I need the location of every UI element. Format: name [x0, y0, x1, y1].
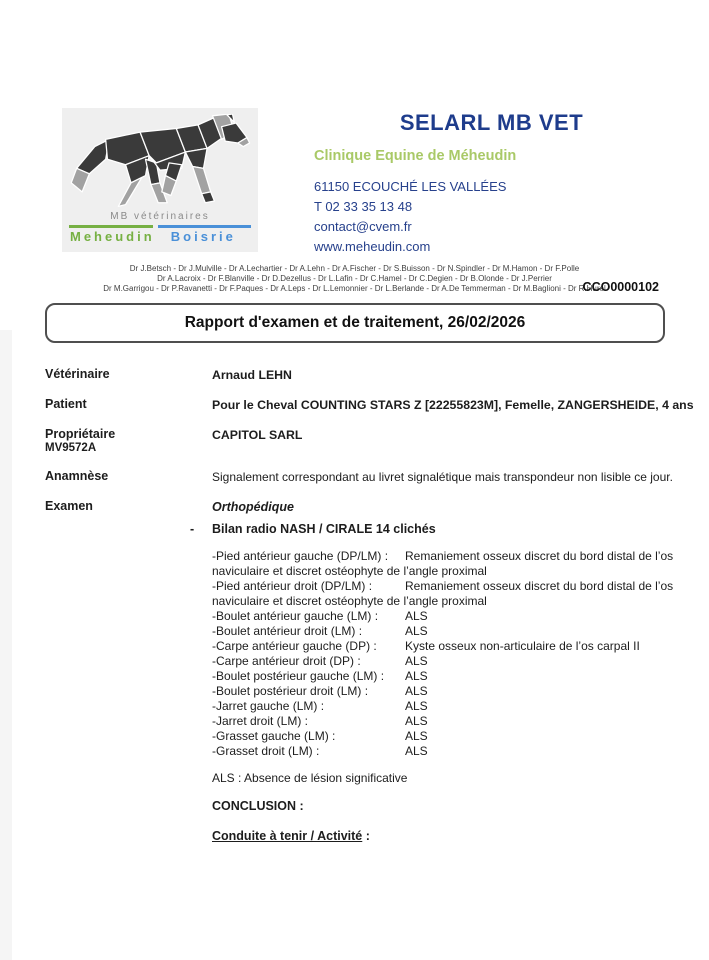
finding-row: [212, 549, 682, 579]
field-value: CAPITOL SARL: [212, 428, 303, 442]
clinic-email: contact@cvem.fr: [314, 219, 412, 234]
field-proprietaire: [45, 427, 681, 455]
blue-line: [158, 225, 251, 228]
scan-edge-artifact: [0, 330, 12, 960]
clinic-website: www.meheudin.com: [314, 239, 431, 254]
finding-result: ALS: [405, 714, 428, 728]
finding-row: [212, 699, 682, 714]
doctors-line-1: Dr J.Betsch - Dr J.Mulville - Dr A.Lechartier - Dr A.Lehn - Dr A.Fischer - Dr S.Buisson - Dr N.Spindler - Dr M.Hamon - Dr F.Polle: [129, 264, 580, 273]
finding-row: [212, 654, 682, 669]
logo-name-meheudin: Meheudin: [70, 229, 155, 244]
field-anamnese: [45, 469, 681, 485]
conduct-colon: :: [362, 829, 370, 843]
finding-row: [212, 669, 682, 684]
clinic-name: SELARL MB VET: [399, 110, 584, 135]
bullet-dash: -: [190, 522, 195, 536]
doctors-line-2: Dr A.Lacroix - Dr F.Blanville - Dr D.Dezellus - Dr L.Lafin - Dr C.Hamel - Dr C.Degien - Dr B.Olonde - Dr J.Perrier: [157, 274, 552, 283]
report-title: Rapport d'examen et de traitement, 26/02/2026: [45, 303, 665, 343]
conduct-heading: [212, 828, 682, 844]
field-examen: [45, 499, 681, 844]
finding-site: -Pied antérieur droit (DP/LM) :: [212, 579, 373, 593]
finding-site: -Carpe antérieur droit (DP) :: [212, 654, 361, 668]
finding-site: -Boulet postérieur droit (LM) :: [212, 684, 369, 698]
finding-result: ALS: [405, 729, 428, 743]
finding-row: [212, 609, 682, 624]
letterhead: [0, 0, 709, 257]
field-label: Anamnèse: [45, 469, 109, 483]
clinic-subtitle: Clinique Equine de Méheudin: [314, 148, 517, 164]
clinic-contact-lines: [314, 177, 669, 257]
finding-site: -Boulet antérieur gauche (LM) :: [212, 609, 379, 623]
clinic-address: 61150 ECOUCHÉ LES VALLÉES: [314, 179, 507, 194]
finding-row: [212, 624, 682, 639]
clinic-logo: [62, 108, 258, 252]
logo-divider-lines: [62, 225, 258, 228]
horse-logo-icon: [62, 114, 258, 210]
green-line: [69, 225, 153, 228]
field-label-text: Propriétaire: [45, 427, 116, 441]
finding-result: Remaniement osseux discret du bord distal de l’os naviculaire et discret ostéophyte de l’angle proximal: [212, 549, 674, 578]
owner-code: MV9572A: [45, 442, 97, 454]
doctors-line-3: Dr M.Garrigou - Dr P.Ravanetti - Dr F.Paques - Dr A.Leps - Dr L.Lemonnier - Dr L.Berlande - Dr A.De Temmerman - Dr M.Baglioni - Dr R.Hurel: [103, 284, 606, 293]
finding-site: -Boulet antérieur droit (LM) :: [212, 624, 363, 638]
field-label: [45, 427, 212, 455]
field-veterinaire: [45, 367, 681, 383]
exam-bullet-text: Bilan radio NASH / CIRALE 14 clichés: [212, 522, 436, 536]
exam-bullet-line: [190, 522, 682, 537]
logo-name-boisrie: Boisrie: [170, 229, 236, 244]
finding-result: ALS: [405, 684, 428, 698]
finding-result: ALS: [405, 624, 428, 638]
field-patient: [45, 397, 694, 413]
als-legend: ALS : Absence de lésion significative: [212, 771, 408, 785]
clinic-phone: T 02 33 35 13 48: [314, 199, 413, 214]
finding-row: [212, 579, 682, 609]
finding-result: ALS: [405, 609, 428, 623]
finding-site: -Jarret droit (LM) :: [212, 714, 309, 728]
exam-content: [190, 499, 682, 844]
report-body: [0, 343, 709, 844]
exam-category: Orthopédique: [212, 500, 294, 514]
finding-result: ALS: [405, 699, 428, 713]
radiography-findings: [212, 549, 682, 759]
finding-site: -Grasset droit (LM) :: [212, 744, 320, 758]
finding-site: -Grasset gauche (LM) :: [212, 729, 336, 743]
finding-site: -Pied antérieur gauche (DP/LM) :: [212, 549, 389, 563]
field-value: Arnaud LEHN: [212, 368, 292, 382]
field-value: Signalement correspondant au livret signalétique mais transpondeur non lisible ce jour.: [212, 470, 673, 484]
finding-result: ALS: [405, 669, 428, 683]
clinic-contact-block: [314, 108, 669, 257]
finding-site: -Jarret gauche (LM) :: [212, 699, 325, 713]
conduct-underlined: Conduite à tenir / Activité: [212, 829, 363, 843]
finding-row: [212, 714, 682, 729]
finding-row: [212, 729, 682, 744]
finding-site: -Boulet postérieur gauche (LM) :: [212, 669, 385, 683]
finding-result: ALS: [405, 744, 428, 758]
finding-row: [212, 744, 682, 759]
field-label: Vétérinaire: [45, 367, 110, 381]
finding-result: Kyste osseux non-articulaire de l’os carpal II: [405, 639, 640, 653]
field-label: Patient: [45, 397, 87, 411]
finding-row: [212, 639, 682, 654]
field-label: Examen: [45, 499, 93, 513]
document-reference: CCO0000102: [582, 280, 659, 294]
logo-brand-text: MB vétérinaires: [110, 211, 210, 222]
finding-site: -Carpe antérieur gauche (DP) :: [212, 639, 377, 653]
finding-result: Remaniement osseux discret du bord distal de l’os naviculaire et discret ostéophyte de l’angle proximal: [212, 579, 674, 608]
field-value: Pour le Cheval COUNTING STARS Z [22255823M], Femelle, ZANGERSHEIDE, 4 ans: [212, 398, 694, 412]
conclusion-heading: CONCLUSION :: [212, 799, 304, 813]
finding-result: ALS: [405, 654, 428, 668]
logo-site-names: [62, 229, 258, 244]
finding-row: [212, 684, 682, 699]
